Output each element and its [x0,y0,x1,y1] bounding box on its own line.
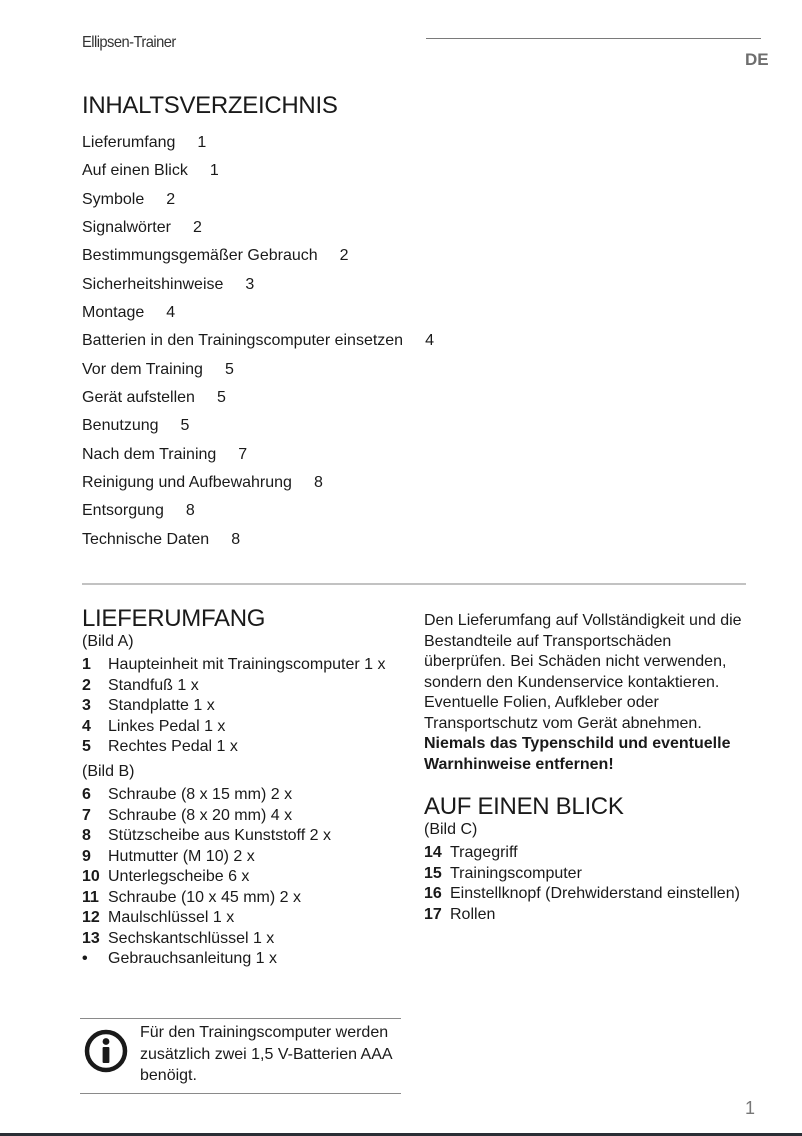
list-item: 9 Hutmutter (M 10) 2 x [82,847,255,865]
list-item: 16 Einstellknopf (Drehwiderstand einstellen) [424,885,740,902]
list-item: 17 Rollen [424,905,496,923]
toc-page: 7 [238,445,248,463]
list-item: 11 Schraube (10 x 45 mm) 2 x [82,888,301,906]
language-code: DE [745,50,769,69]
list-item: 15 Trainingscomputer [424,864,582,882]
remove-paragraph: Eventuelle Folien, Aufkleber oder Transportschutz vom Gerät abnehmen. [424,694,702,732]
toc-page: 8 [185,502,195,520]
table-of-contents [82,131,434,556]
right-column [424,611,749,925]
toc-entry[interactable]: Gerät aufstellen 5 [82,389,226,407]
toc-page: 5 [216,389,226,407]
toc-page: 3 [245,275,255,293]
section-title: AUF EINEN BLICK [424,793,624,820]
list-item: 1 Haupteinheit mit Trainingscomputer 1 x [82,656,386,673]
toc-entry[interactable]: Montage 4 [82,304,176,322]
check-paragraph: Den Lieferumfang auf Vollständigkeit und die Bestandteile auf Transportschäden überprüfen. Bei Schäden nicht verwenden, sondern den Kundenservice kontaktieren. [424,612,742,691]
figure-ref: (Bild C) [424,820,478,838]
page-number: 1 [745,1098,756,1118]
toc-entry[interactable]: Signalwörter 2 [82,219,202,237]
toc-entry[interactable]: Reinigung und Aufbewahrung 8 [82,474,323,492]
list-item: 8 Stützscheibe aus Kunststoff 2 x [82,827,331,844]
list-item: 4 Linkes Pedal 1 x [82,717,226,735]
toc-page: 2 [192,219,202,237]
info-note [80,1018,401,1094]
toc-page: 2 [166,190,176,208]
list-item: 13 Sechskantschlüssel 1 x [82,929,275,947]
list-item: 10 Unterlegscheibe 6 x [82,868,250,885]
toc-page: 1 [197,134,207,151]
list-item: 5 Rechtes Pedal 1 x [82,738,238,755]
list-item: 2 Standfuß 1 x [82,676,199,694]
toc-page: 2 [339,247,349,265]
section-title: LIEFERUMFANG [82,605,266,632]
lieferumfang-section [82,605,407,970]
figure-ref: (Bild A) [82,632,134,650]
list-item: 7 Schraube (8 x 20 mm) 4 x [82,806,293,824]
toc-page: 4 [166,304,176,322]
list-item: 3 Standplatte 1 x [82,697,215,714]
list-item: 12 Maulschlüssel 1 x [82,909,235,926]
figure-ref: (Bild B) [82,762,135,780]
toc-page: 5 [224,360,234,378]
toc-entry[interactable]: Nach dem Training 7 [82,445,248,463]
toc-entry[interactable]: Vor dem Training 5 [82,360,234,378]
toc-page: 1 [209,162,219,180]
section-divider [82,583,746,585]
toc-entry[interactable]: Auf einen Blick 1 [82,162,219,180]
toc-entry[interactable]: Lieferumfang 1 [82,134,207,151]
list-item: 6 Schraube (8 x 15 mm) 2 x [82,786,293,803]
toc-entry[interactable]: Entsorgung 8 [82,502,195,520]
toc-page: 8 [313,474,323,492]
warning-paragraph: Niemals das Typenschild und eventuelle Warnhinweise entfernen! [424,735,731,773]
toc-entry[interactable]: Benutzung 5 [82,417,190,435]
parts-list-b [82,785,407,970]
toc-entry[interactable]: Bestimmungsgemäßer Gebrauch 2 [82,247,349,265]
note-text: Für den Trainingscomputer werden zusätzlich zwei 1,5 V-Batterien AAA benöigt. [140,1024,392,1084]
auf-einen-blick-section [424,793,749,925]
info-icon [84,1029,128,1073]
toc-page: 4 [425,332,434,350]
toc-entry[interactable]: Batterien in den Trainingscomputer einsetzen 4 [82,332,434,350]
list-item: 14 Tragegriff [424,844,518,861]
toc-entry[interactable]: Technische Daten 8 [82,530,241,548]
product-title: Ellipsen-Trainer [82,34,176,51]
header-divider [426,38,761,39]
toc-title: INHALTSVERZEICHNIS [82,92,338,119]
toc-page: 8 [231,530,241,548]
parts-list-c [424,843,749,925]
toc-page: 5 [180,417,190,435]
list-item: • Gebrauchsanleitung 1 x [82,950,277,967]
parts-list-a [82,655,407,758]
toc-entry[interactable]: Sicherheitshinweise 3 [82,275,255,293]
toc-entry[interactable]: Symbole 2 [82,190,176,208]
